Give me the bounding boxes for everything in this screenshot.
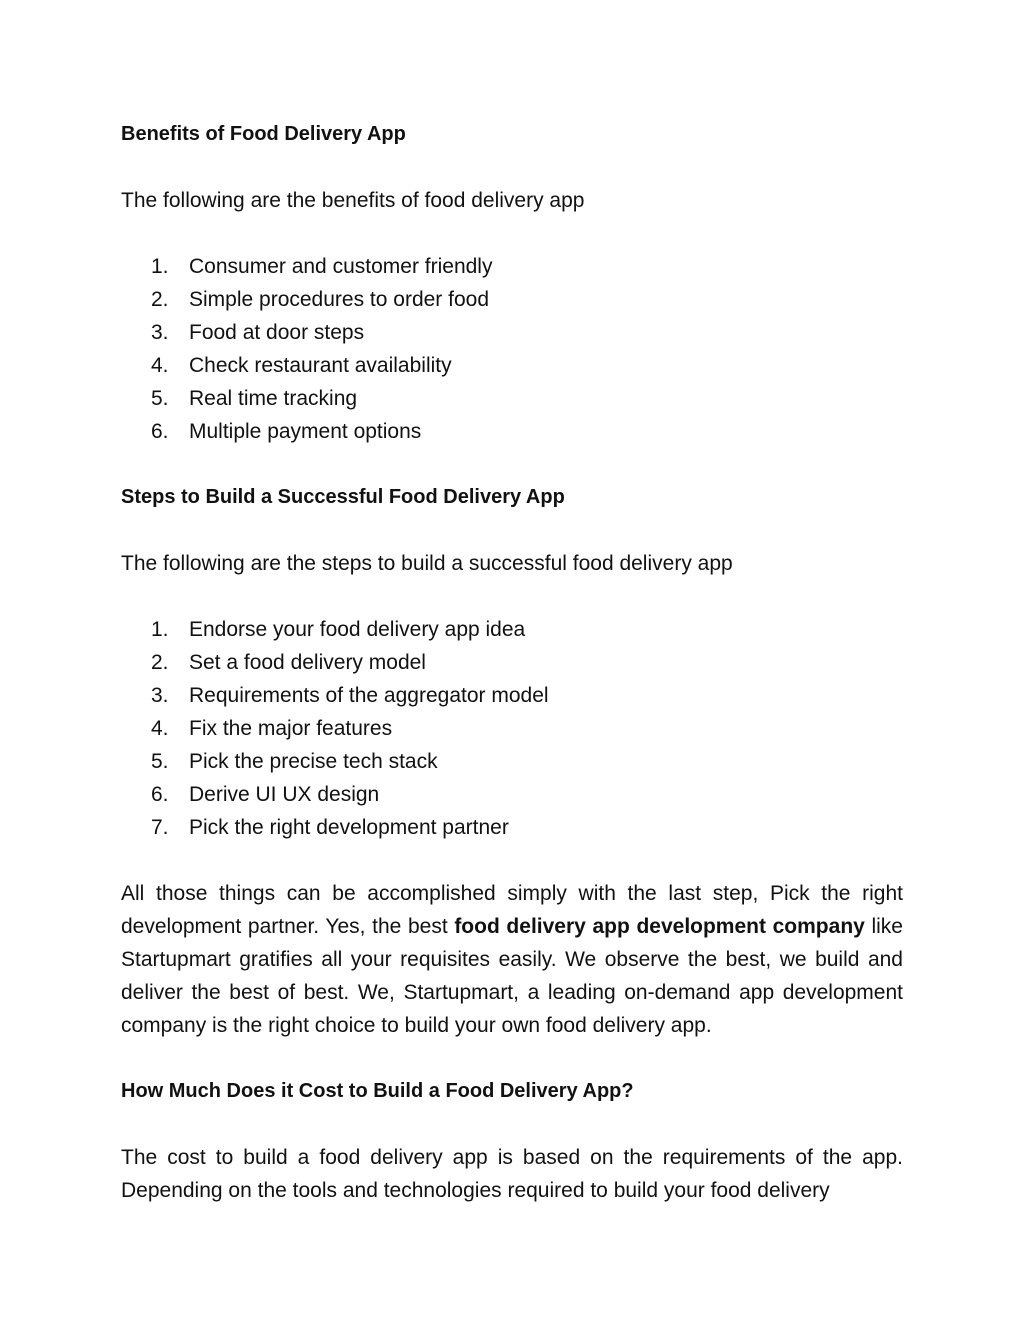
benefits-intro: The following are the benefits of food delivery app: [121, 189, 585, 212]
spacer: [121, 844, 903, 877]
list-item-text: Endorse your food delivery app idea: [189, 618, 526, 641]
list-item-number: 3.: [151, 684, 169, 707]
spacer: [121, 1042, 903, 1075]
spacer: [121, 217, 903, 250]
list-item-number: 7.: [151, 816, 169, 839]
list-item: [121, 415, 903, 448]
list-item: [121, 712, 903, 745]
list-item-number: 1.: [151, 255, 169, 278]
list-item-number: 6.: [151, 420, 169, 443]
cost-paragraph: The cost to build a food delivery app is based on the requirements of the app. Depending on the tools and technologies required to build your food delivery: [121, 1146, 903, 1202]
spacer: [121, 1108, 903, 1141]
list-item-text: Simple procedures to order food: [189, 288, 489, 311]
list-item-text: Multiple payment options: [189, 420, 422, 443]
list-item: [121, 613, 903, 646]
steps-heading: Steps to Build a Successful Food Delivery App: [121, 486, 565, 508]
spacer: [121, 580, 903, 613]
benefits-list: [121, 250, 903, 448]
list-item-number: 2.: [151, 651, 169, 674]
spacer: [121, 151, 903, 184]
list-item: [121, 811, 903, 844]
list-item: [121, 679, 903, 712]
benefits-heading: Benefits of Food Delivery App: [121, 123, 406, 145]
list-item: [121, 349, 903, 382]
list-item: [121, 250, 903, 283]
list-item: [121, 316, 903, 349]
conclusion-paragraph: [121, 877, 903, 1042]
cost-heading: How Much Does it Cost to Build a Food Delivery App?: [121, 1080, 634, 1102]
document-page: [121, 118, 903, 1207]
list-item-text: Derive UI UX design: [189, 783, 380, 806]
conclusion-link-text: food delivery app development company: [454, 915, 865, 938]
list-item-text: Pick the right development partner: [189, 816, 509, 839]
list-item-number: 2.: [151, 288, 169, 311]
list-item-text: Check restaurant availability: [189, 354, 452, 377]
list-item-number: 5.: [151, 750, 169, 773]
list-item: [121, 283, 903, 316]
list-item-text: Real time tracking: [189, 387, 358, 410]
list-item-text: Food at door steps: [189, 321, 365, 344]
steps-intro: The following are the steps to build a successful food delivery app: [121, 552, 733, 575]
list-item-number: 6.: [151, 783, 169, 806]
list-item: [121, 745, 903, 778]
list-item: [121, 778, 903, 811]
list-item: [121, 646, 903, 679]
list-item-text: Consumer and customer friendly: [189, 255, 493, 278]
list-item-number: 5.: [151, 387, 169, 410]
steps-list: [121, 613, 903, 844]
list-item-text: Set a food delivery model: [189, 651, 426, 674]
spacer: [121, 448, 903, 481]
conclusion-text-part2: like Startupmart gratifies all your requisites easily. We observe the best, we build and deliver the best of best. We, Startupmart, a leading on-demand app development company is the right choice to build your own food delivery app.: [121, 915, 903, 1037]
list-item-number: 3.: [151, 321, 169, 344]
list-item-text: Requirements of the aggregator model: [189, 684, 549, 707]
list-item-text: Fix the major features: [189, 717, 393, 740]
conclusion-text-part1: All those things can be accomplished simply with the last step, Pick the right development partner. Yes, the best: [121, 882, 903, 938]
list-item-text: Pick the precise tech stack: [189, 750, 438, 773]
list-item-number: 4.: [151, 717, 169, 740]
list-item-number: 4.: [151, 354, 169, 377]
list-item-number: 1.: [151, 618, 169, 641]
list-item: [121, 382, 903, 415]
spacer: [121, 514, 903, 547]
